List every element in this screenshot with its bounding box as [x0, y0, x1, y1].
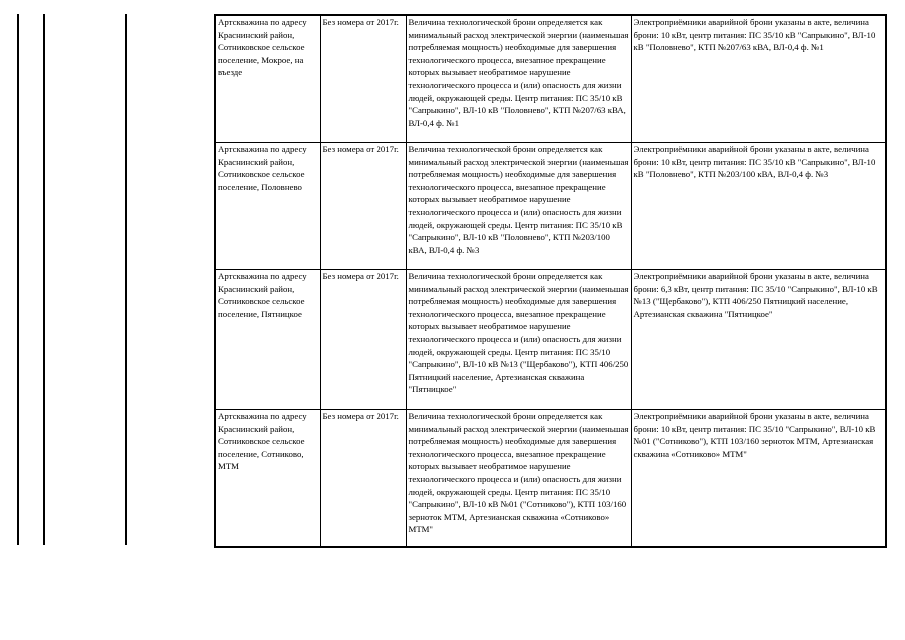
- table-row: [215, 15, 886, 143]
- table-row: [215, 410, 886, 548]
- document-cell: Без номера от 2017г.: [320, 270, 406, 410]
- emergency-reserve-table: [214, 14, 887, 548]
- note-cell: Электроприёмники аварийной брони указаны в акте, величина брони: 10 кВт, центр питания: ПС 35/10 "Сапрыкино", ВЛ-10 кВ №01 ("Сотниково"), КТП 103/160 зерноток МТМ, Артезианская скважина «Сотниково» МТМ": [631, 410, 886, 548]
- document-cell: Без номера от 2017г.: [320, 15, 406, 143]
- description-cell: Величина технологической брони определяется как минимальный расход электрической энергии (наименьшая потребляемая мощность) необходимые для завершения технологического процесса, внезапное прекращение которых вызывает необратимое нарушение технологического процесса и (или) опасность для жизни людей, окружающей среды. Центр питания: ПС 35/10 кВ "Сапрыкино", ВЛ-10 кВ "Половнево", КТП №203/100 кВА, ВЛ-0,4 ф. №3: [406, 143, 631, 270]
- object-cell: Артскважина по адресу Краснинский район, Сотниковское сельское поселение, Мокрое, на въезде: [215, 15, 320, 143]
- document-cell: Без номера от 2017г.: [320, 143, 406, 270]
- note-cell: Электроприёмники аварийной брони указаны в акте, величина брони: 10 кВт, центр питания: ПС 35/10 кВ "Сапрыкино", ВЛ-10 кВ "Половнево", КТП №207/63 кВА, ВЛ-0,4 ф. №1: [631, 15, 886, 143]
- document-cell: Без номера от 2017г.: [320, 410, 406, 548]
- left-margin-line-3: [125, 14, 127, 545]
- table-row: [215, 143, 886, 270]
- object-cell: Артскважина по адресу Краснинский район, Сотниковское сельское поселение, Сотниково, МТМ: [215, 410, 320, 548]
- left-margin-line-1: [17, 14, 19, 545]
- object-cell: Артскважина по адресу Краснинский район, Сотниковское сельское поселение, Половнево: [215, 143, 320, 270]
- note-cell: Электроприёмники аварийной брони указаны в акте, величина брони: 10 кВт, центр питания: ПС 35/10 кВ "Сапрыкино", ВЛ-10 кВ "Половнево", КТП №203/100 кВА, ВЛ-0,4 ф. №3: [631, 143, 886, 270]
- description-cell: Величина технологической брони определяется как минимальный расход электрической энергии (наименьшая потребляемая мощность) необходимые для завершения технологического процесса, внезапное прекращение которых вызывает необратимое нарушение технологического процесса и (или) опасность для жизни людей, окружающей среды. Центр питания: ПС 35/10 кВ "Сапрыкино", ВЛ-10 кВ "Половнево", КТП №207/63 кВА, ВЛ-0,4 ф. №1: [406, 15, 631, 143]
- note-cell: Электроприёмники аварийной брони указаны в акте, величина брони: 6,3 кВт, центр питания: ПС 35/10 "Сапрыкино", ВЛ-10 кВ №13 ("Щербаково"), КТП 406/250 Пятницкий население, Артезианская скважина "Пятницкое": [631, 270, 886, 410]
- table-row: [215, 270, 886, 410]
- description-cell: Величина технологической брони определяется как минимальный расход электрической энергии (наименьшая потребляемая мощность) необходимые для завершения технологического процесса, внезапное прекращение которых вызывает необратимое нарушение технологического процесса и (или) опасность для жизни людей, окружающей среды. Центр питания: ПС 35/10 "Сапрыкино", ВЛ-10 кВ №01 ("Сотниково"), КТП 103/160 зерноток МТМ, Артезианская скважина «Сотниково» МТМ": [406, 410, 631, 548]
- description-cell: Величина технологической брони определяется как минимальный расход электрической энергии (наименьшая потребляемая мощность) необходимые для завершения технологического процесса, внезапное прекращение которых вызывает необратимое нарушение технологического процесса и (или) опасность для жизни людей, окружающей среды. Центр питания: ПС 35/10 "Сапрыкино", ВЛ-10 кВ №13 ("Щербаково"), КТП 406/250 Пятницкий население, Артезианская скважина "Пятницкое": [406, 270, 631, 410]
- object-cell: Артскважина по адресу Краснинский район, Сотниковское сельское поселение, Пятницкое: [215, 270, 320, 410]
- left-margin-line-2: [43, 14, 45, 545]
